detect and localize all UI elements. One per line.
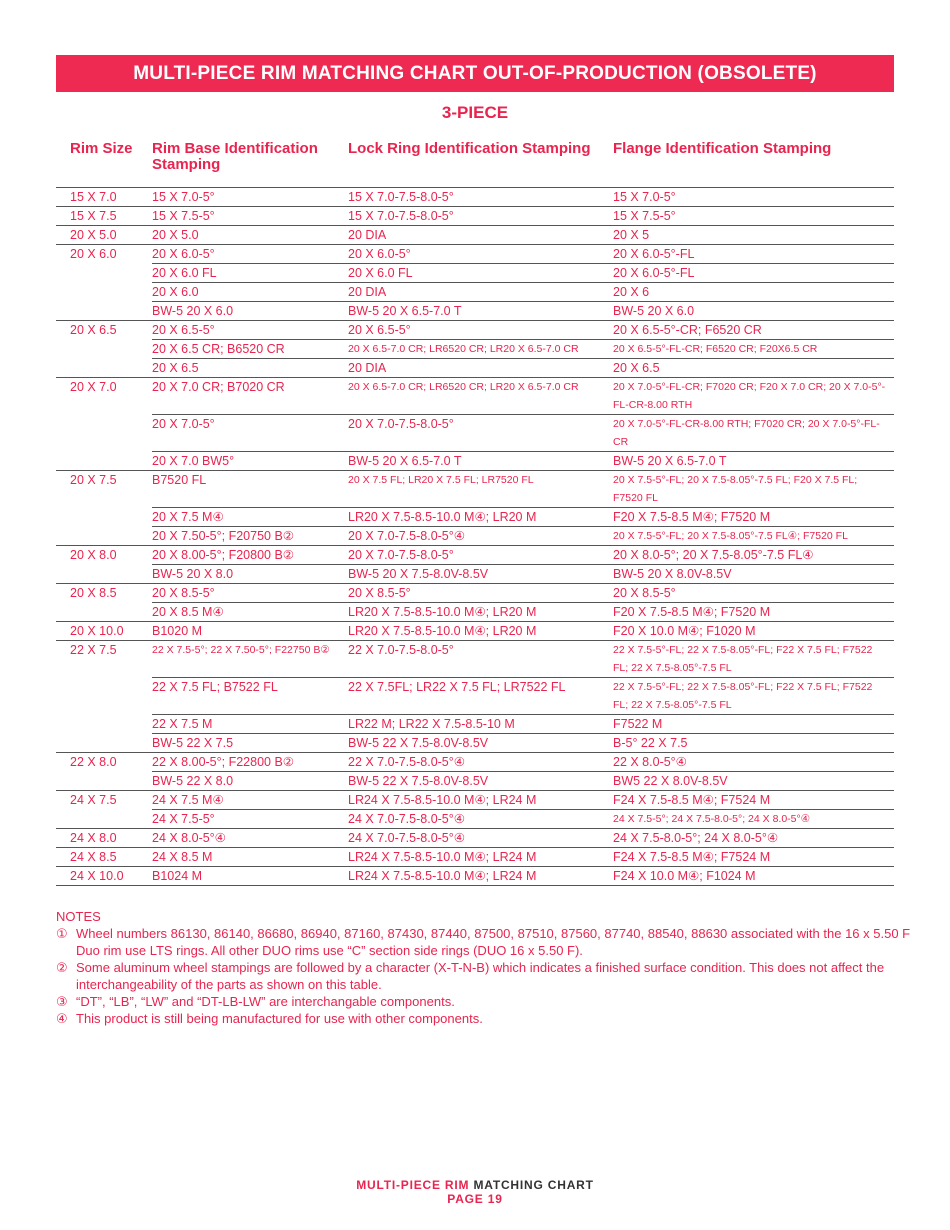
flange-cell: 15 X 7.5-5° <box>613 209 676 223</box>
lock-ring-cell: LR22 M; LR22 X 7.5-8.5-10 M <box>348 717 515 731</box>
table-row <box>152 302 894 320</box>
rim-base-cell: 20 X 7.0 CR; B7020 CR <box>152 380 285 394</box>
rim-size-group <box>56 188 894 207</box>
lock-ring-cell: BW-5 22 X 7.5-8.0V-8.5V <box>348 736 489 750</box>
rim-size-group <box>56 867 894 886</box>
lock-ring-cell: BW-5 22 X 7.5-8.0V-8.5V <box>348 774 489 788</box>
rim-base-cell: 20 X 6.5-5° <box>152 323 215 337</box>
rim-base-cell: BW-5 20 X 6.0 <box>152 304 234 318</box>
table-row <box>152 226 894 244</box>
lock-ring-cell: 20 X 7.5 FL; LR20 X 7.5 FL; LR7520 FL <box>348 474 534 486</box>
note-number: ③ <box>56 994 68 1009</box>
rim-size-cell: 24 X 7.5 <box>70 793 117 807</box>
table-row <box>152 527 894 545</box>
flange-cell: 20 X 6.5-5°-FL-CR; F6520 CR; F20X6.5 CR <box>613 343 818 355</box>
rim-size-cell: 15 X 7.5 <box>70 209 117 223</box>
rim-base-cell: 24 X 8.5 M <box>152 850 213 864</box>
lock-ring-cell: 22 X 7.5FL; LR22 X 7.5 FL; LR7522 FL <box>348 680 566 694</box>
rim-size-group <box>56 622 894 641</box>
rim-size-cell: 20 X 6.0 <box>70 247 117 261</box>
note-text: This product is still being manufactured for use with other components. <box>76 1011 483 1026</box>
lock-ring-cell: LR20 X 7.5-8.5-10.0 M④; LR20 M <box>348 510 537 524</box>
notes-title: NOTES <box>56 909 101 924</box>
lock-ring-cell: 20 X 6.5-7.0 CR; LR6520 CR; LR20 X 6.5-7.0 CR <box>348 381 579 393</box>
lock-ring-cell: 22 X 7.0-7.5-8.0-5° <box>348 643 454 657</box>
lock-ring-cell: 20 DIA <box>348 361 387 375</box>
rim-base-cell: 20 X 7.0-5° <box>152 417 215 431</box>
note-item <box>56 959 916 993</box>
note-item <box>56 1010 916 1027</box>
table-row <box>152 603 894 621</box>
table-row <box>152 848 894 866</box>
rim-base-cell: 22 X 7.5 M <box>152 717 213 731</box>
lock-ring-cell: 20 X 6.0-5° <box>348 247 411 261</box>
rim-size-cell: 20 X 7.5 <box>70 473 117 487</box>
header-rim-base: Rim Base Identification Stamping <box>152 140 318 173</box>
rim-base-cell: 22 X 7.5 FL; B7522 FL <box>152 680 278 694</box>
table-row <box>152 415 894 452</box>
flange-cell: 20 X 7.5-5°-FL; 20 X 7.5-8.05°-7.5 FL④; F7520 FL <box>613 530 848 542</box>
note-number: ② <box>56 960 68 975</box>
rim-base-cell: 20 X 6.0 <box>152 285 199 299</box>
rim-size-group <box>56 471 894 546</box>
flange-cell: F24 X 7.5-8.5 M④; F7524 M <box>613 850 771 864</box>
rim-base-cell: 24 X 7.5-5° <box>152 812 215 826</box>
table-row <box>152 734 894 752</box>
table-row <box>152 678 894 715</box>
table-row <box>152 321 894 340</box>
rim-size-cell: 22 X 8.0 <box>70 755 117 769</box>
lock-ring-cell: 24 X 7.0-7.5-8.0-5°④ <box>348 812 465 826</box>
section-subtitle: 3-PIECE <box>441 103 509 122</box>
flange-cell: 20 X 7.0-5°-FL-CR; F7020 CR; F20 X 7.0 CR; 20 X 7.0-5°-FL-CR-8.00 RTH <box>613 381 886 411</box>
rim-size-cell: 20 X 7.0 <box>70 380 117 394</box>
table-row <box>152 245 894 264</box>
flange-cell: 20 X 8.5-5° <box>613 586 676 600</box>
page-banner: MULTI-PIECE RIM MATCHING CHART OUT-OF-PRODUCTION (OBSOLETE) <box>56 55 894 92</box>
rim-base-cell: 20 X 5.0 <box>152 228 199 242</box>
flange-cell: F20 X 7.5-8.5 M④; F7520 M <box>613 510 771 524</box>
lock-ring-cell: 20 X 6.5-5° <box>348 323 411 337</box>
lock-ring-cell: 20 X 8.5-5° <box>348 586 411 600</box>
table-row <box>152 867 894 885</box>
table-row <box>152 829 894 847</box>
flange-cell: BW-5 20 X 8.0V-8.5V <box>613 567 732 581</box>
header-rim-size: Rim Size <box>70 140 133 157</box>
rim-size-group <box>56 829 894 848</box>
rim-size-cell: 20 X 8.5 <box>70 586 117 600</box>
rim-size-cell: 24 X 8.0 <box>70 831 117 845</box>
rim-base-cell: 20 X 8.5-5° <box>152 586 215 600</box>
page-number: PAGE 19 <box>447 1192 503 1206</box>
flange-cell: 22 X 7.5-5°-FL; 22 X 7.5-8.05°-FL; F22 X 7.5 FL; F7522 FL; 22 X 7.5-8.05°-7.5 FL <box>613 644 873 674</box>
lock-ring-cell: 20 X 7.0-7.5-8.0-5° <box>348 548 454 562</box>
note-item <box>56 925 916 959</box>
notes-section <box>56 908 916 1027</box>
table-row <box>152 207 894 225</box>
note-text: “DT”, “LB”, “LW” and “DT-LB-LW” are interchangable components. <box>76 994 455 1009</box>
rim-size-group <box>56 848 894 867</box>
flange-cell: 20 X 5 <box>613 228 650 242</box>
flange-cell: 20 X 7.0-5°-FL-CR-8.00 RTH; F7020 CR; 20 X 7.0-5°-FL-CR <box>613 418 880 448</box>
table-row <box>152 359 894 377</box>
note-text: Wheel numbers 86130, 86140, 86680, 86940, 87160, 87430, 87440, 87500, 87510, 87560, 87740, 88540, 88630 associated with the 16 x 5.50 F Duo rim use LTS rings. All other DUO rims use “C” section side rings (DUO 16 x 5.50 F). <box>76 926 911 958</box>
rim-base-cell: BW-5 20 X 8.0 <box>152 567 234 581</box>
footer-title-red: MULTI-PIECE RIM <box>356 1178 470 1192</box>
rim-size-cell: 20 X 8.0 <box>70 548 117 562</box>
table-row <box>152 283 894 302</box>
lock-ring-cell: 20 X 6.5-7.0 CR; LR6520 CR; LR20 X 6.5-7.0 CR <box>348 343 579 355</box>
flange-cell: 22 X 7.5-5°-FL; 22 X 7.5-8.05°-FL; F22 X 7.5 FL; F7522 FL; 22 X 7.5-8.05°-7.5 FL <box>613 681 873 711</box>
lock-ring-cell: 15 X 7.0-7.5-8.0-5° <box>348 190 454 204</box>
footer-title-dark: MATCHING CHART <box>473 1178 594 1192</box>
lock-ring-cell: LR24 X 7.5-8.5-10.0 M④; LR24 M <box>348 793 537 807</box>
note-item <box>56 993 916 1010</box>
rim-size-group <box>56 753 894 791</box>
table-row <box>152 565 894 583</box>
lock-ring-cell: LR20 X 7.5-8.5-10.0 M④; LR20 M <box>348 624 537 638</box>
rim-base-cell: B7520 FL <box>152 473 207 487</box>
rim-size-cell: 15 X 7.0 <box>70 190 117 204</box>
rim-size-group <box>56 321 894 378</box>
rim-size-cell: 20 X 5.0 <box>70 228 117 242</box>
rim-size-group <box>56 641 894 753</box>
lock-ring-cell: LR20 X 7.5-8.5-10.0 M④; LR20 M <box>348 605 537 619</box>
lock-ring-cell: 20 X 7.0-7.5-8.0-5°④ <box>348 529 465 543</box>
flange-cell: 20 X 8.0-5°; 20 X 7.5-8.05°-7.5 FL④ <box>613 548 814 562</box>
rim-base-cell: BW-5 22 X 7.5 <box>152 736 234 750</box>
rim-base-cell: B1024 M <box>152 869 203 883</box>
table-row <box>152 641 894 678</box>
rim-base-cell: BW-5 22 X 8.0 <box>152 774 234 788</box>
rim-base-cell: 20 X 6.5 CR; B6520 CR <box>152 342 285 356</box>
table-row <box>152 772 894 790</box>
rim-base-cell: 20 X 7.5 M④ <box>152 510 224 524</box>
lock-ring-cell: LR24 X 7.5-8.5-10.0 M④; LR24 M <box>348 869 537 883</box>
flange-cell: 20 X 6.5 <box>613 361 660 375</box>
rim-size-group <box>56 546 894 584</box>
table-row <box>152 753 894 772</box>
rim-base-cell: 20 X 8.5 M④ <box>152 605 224 619</box>
note-number: ① <box>56 926 68 941</box>
table-row <box>152 508 894 527</box>
rim-size-group <box>56 207 894 226</box>
flange-cell: B-5° 22 X 7.5 <box>613 736 688 750</box>
header-flange: Flange Identification Stamping <box>613 140 832 157</box>
table-body <box>56 188 894 886</box>
rim-size-group <box>56 584 894 622</box>
rim-base-cell: 22 X 7.5-5°; 22 X 7.50-5°; F22750 B② <box>152 644 330 656</box>
table-row <box>152 471 894 508</box>
lock-ring-cell: 20 X 6.0 FL <box>348 266 413 280</box>
rim-size-cell: 20 X 10.0 <box>70 624 124 638</box>
rim-base-cell: 20 X 7.0 BW5° <box>152 454 235 468</box>
flange-cell: 20 X 6.0-5°-FL <box>613 266 695 280</box>
rim-base-cell: 20 X 7.50-5°; F20750 B② <box>152 529 294 543</box>
footer-title <box>0 1178 950 1192</box>
table-row <box>152 264 894 283</box>
table-row <box>152 584 894 603</box>
flange-cell: F7522 M <box>613 717 663 731</box>
rim-size-group <box>56 245 894 321</box>
lock-ring-cell: 20 X 7.0-7.5-8.0-5° <box>348 417 454 431</box>
flange-cell: F20 X 7.5-8.5 M④; F7520 M <box>613 605 771 619</box>
rim-size-group <box>56 378 894 471</box>
table-row <box>152 188 894 206</box>
rim-base-cell: B1020 M <box>152 624 203 638</box>
rim-size-group <box>56 791 894 829</box>
flange-cell: BW-5 20 X 6.0 <box>613 304 695 318</box>
lock-ring-cell: 20 DIA <box>348 228 387 242</box>
flange-cell: 22 X 8.0-5°④ <box>613 755 687 769</box>
lock-ring-cell: 15 X 7.0-7.5-8.0-5° <box>348 209 454 223</box>
flange-cell: BW-5 20 X 6.5-7.0 T <box>613 454 727 468</box>
table-row <box>152 378 894 415</box>
header-lock-ring: Lock Ring Identification Stamping <box>348 140 591 157</box>
lock-ring-cell: LR24 X 7.5-8.5-10.0 M④; LR24 M <box>348 850 537 864</box>
rim-base-cell: 20 X 6.5 <box>152 361 199 375</box>
flange-cell: 20 X 6 <box>613 285 650 299</box>
flange-cell: 15 X 7.0-5° <box>613 190 676 204</box>
table-row <box>152 622 894 640</box>
flange-cell: 24 X 7.5-8.0-5°; 24 X 8.0-5°④ <box>613 831 779 845</box>
notes-list <box>56 925 916 1027</box>
rim-base-cell: 20 X 6.0 FL <box>152 266 217 280</box>
rim-size-cell: 22 X 7.5 <box>70 643 117 657</box>
table-row <box>152 546 894 565</box>
lock-ring-cell: BW-5 20 X 7.5-8.0V-8.5V <box>348 567 489 581</box>
rim-base-cell: 20 X 6.0-5° <box>152 247 215 261</box>
page-footer <box>0 1178 950 1206</box>
rim-base-cell: 24 X 8.0-5°④ <box>152 831 226 845</box>
rim-base-cell: 22 X 8.00-5°; F22800 B② <box>152 755 294 769</box>
lock-ring-cell: 24 X 7.0-7.5-8.0-5°④ <box>348 831 465 845</box>
flange-cell: F24 X 10.0 M④; F1024 M <box>613 869 756 883</box>
lock-ring-cell: BW-5 20 X 6.5-7.0 T <box>348 454 462 468</box>
note-number: ④ <box>56 1011 68 1026</box>
rim-size-group <box>56 226 894 245</box>
rim-size-cell: 20 X 6.5 <box>70 323 117 337</box>
lock-ring-cell: 22 X 7.0-7.5-8.0-5°④ <box>348 755 465 769</box>
table-header <box>56 139 894 188</box>
lock-ring-cell: BW-5 20 X 6.5-7.0 T <box>348 304 462 318</box>
table-row <box>152 452 894 470</box>
flange-cell: BW5 22 X 8.0V-8.5V <box>613 774 728 788</box>
table-row <box>152 715 894 734</box>
lock-ring-cell: 20 DIA <box>348 285 387 299</box>
table-row <box>152 810 894 828</box>
flange-cell: 20 X 6.5-5°-CR; F6520 CR <box>613 323 762 337</box>
table-row <box>152 791 894 810</box>
flange-cell: F24 X 7.5-8.5 M④; F7524 M <box>613 793 771 807</box>
rim-base-cell: 24 X 7.5 M④ <box>152 793 224 807</box>
flange-cell: 20 X 7.5-5°-FL; 20 X 7.5-8.05°-7.5 FL; F20 X 7.5 FL; F7520 FL <box>613 474 858 504</box>
rim-size-cell: 24 X 10.0 <box>70 869 124 883</box>
note-text: Some aluminum wheel stampings are followed by a character (X-T-N-B) which indicates a finished surface condition. This does not affect the interchangeability of the parts as shown on this table. <box>76 960 885 992</box>
flange-cell: 24 X 7.5-5°; 24 X 7.5-8.0-5°; 24 X 8.0-5°④ <box>613 813 811 825</box>
rim-size-cell: 24 X 8.5 <box>70 850 117 864</box>
flange-cell: 20 X 6.0-5°-FL <box>613 247 695 261</box>
rim-base-cell: 15 X 7.5-5° <box>152 209 215 223</box>
rim-matching-table <box>56 139 894 886</box>
flange-cell: F20 X 10.0 M④; F1020 M <box>613 624 756 638</box>
rim-base-cell: 15 X 7.0-5° <box>152 190 215 204</box>
table-row <box>152 340 894 359</box>
rim-base-cell: 20 X 8.00-5°; F20800 B② <box>152 548 294 562</box>
